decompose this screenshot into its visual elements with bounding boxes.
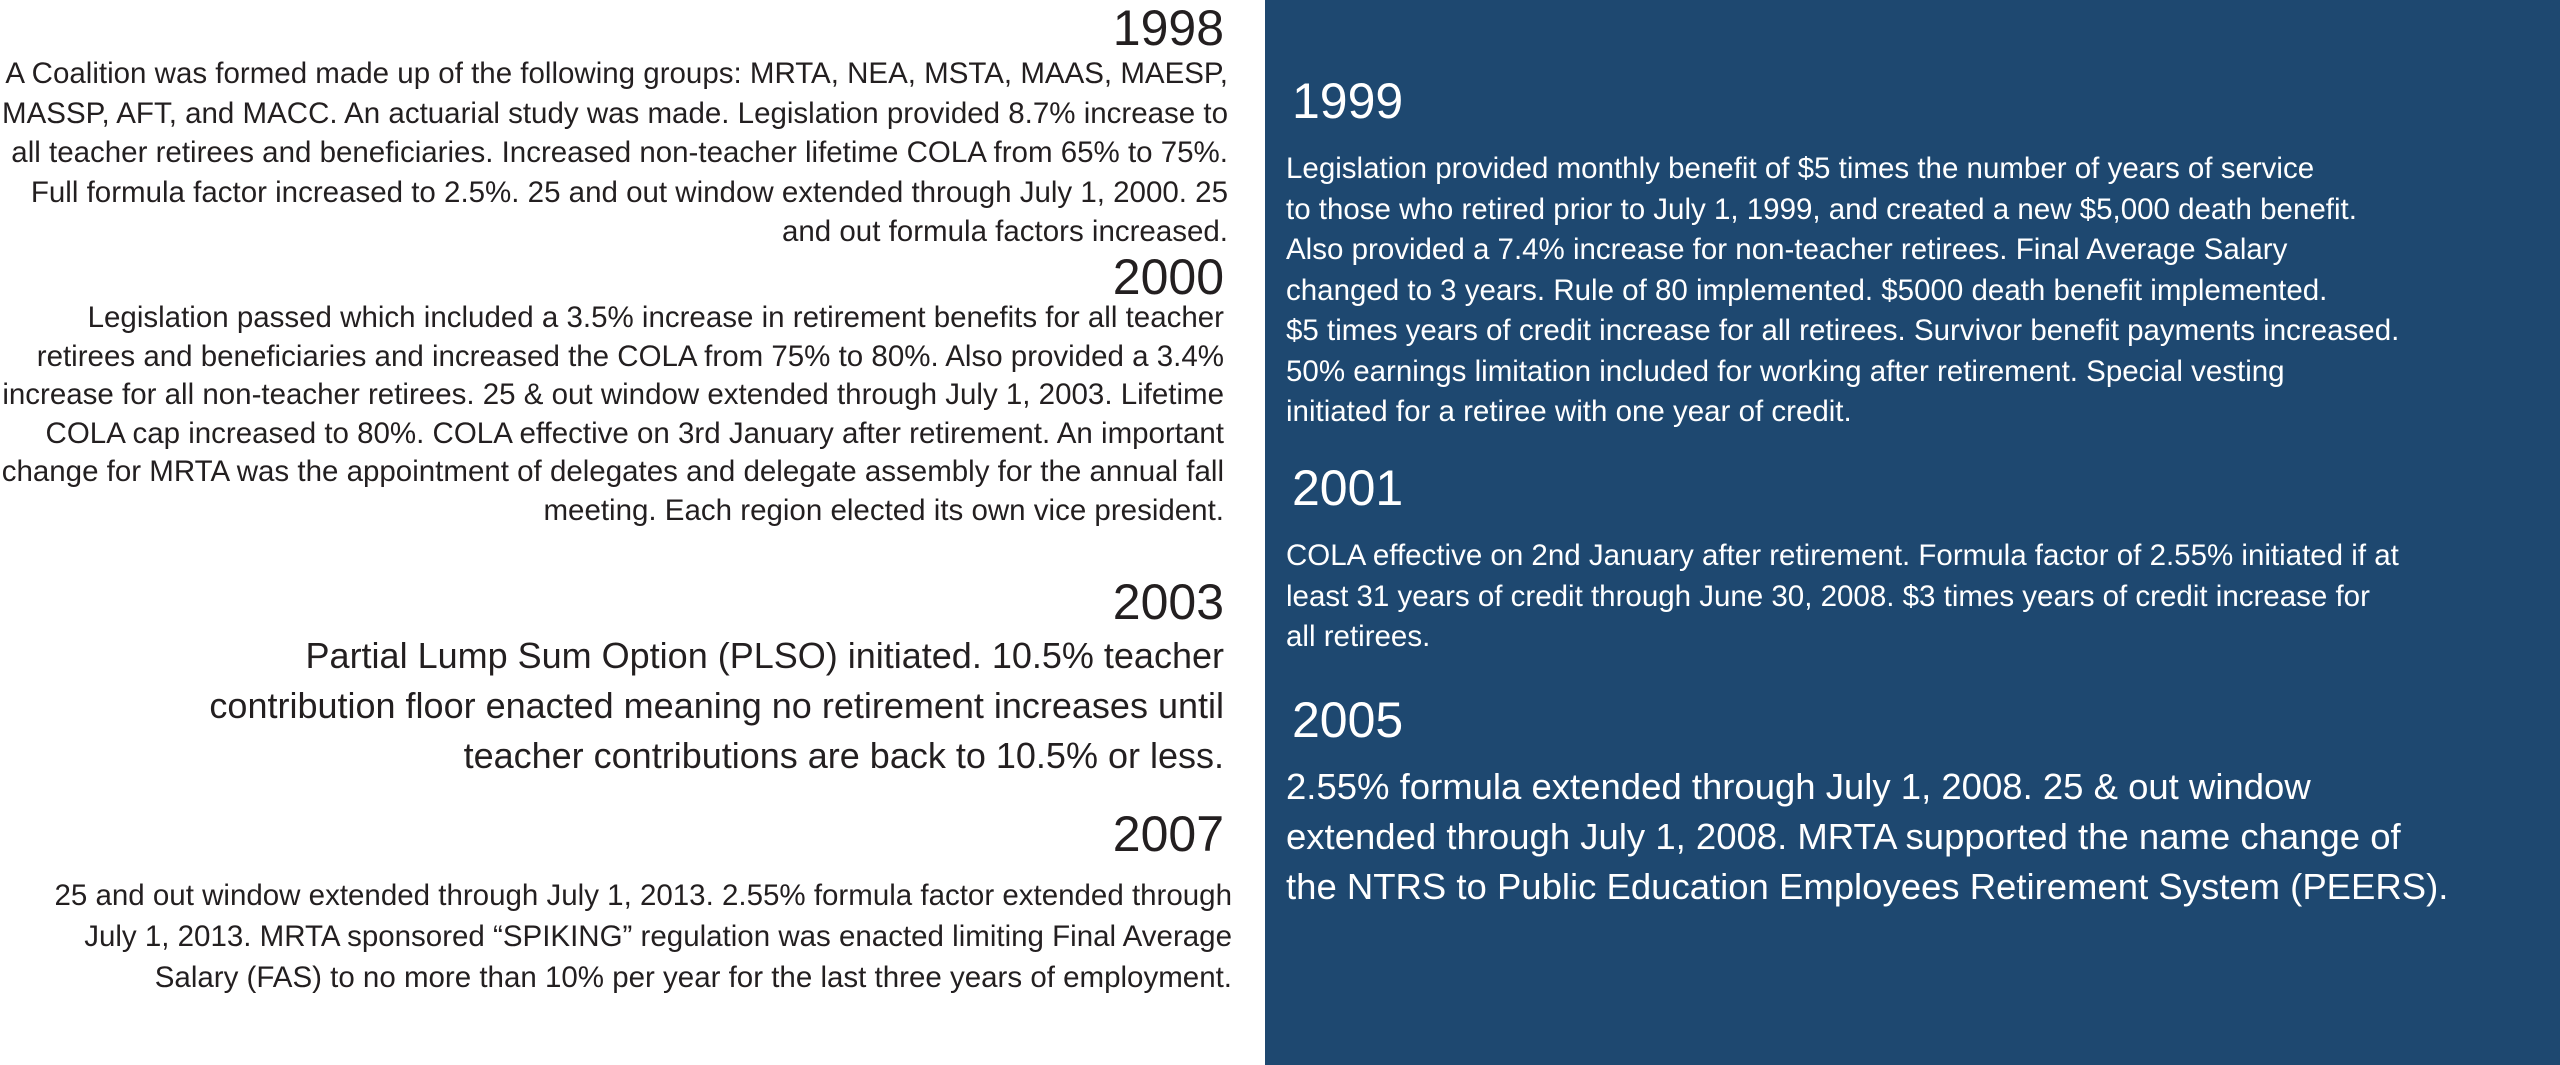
year-2003-text: Partial Lump Sum Option (PLSO) initiated. 10.5% teacher contribution floor enacted meaning no retirement increases until teacher contributions are back to 10.5% or less. — [209, 635, 1224, 776]
right-column — [1265, 0, 2560, 1065]
year-1999-line: 50% earnings limitation included for working after retirement. Special vesting — [1286, 354, 2285, 388]
year-2000-heading: 2000 — [1112, 249, 1224, 305]
year-1999-line: Legislation provided monthly benefit of $5 times the number of years of service — [1286, 152, 2315, 185]
year-1999-heading: 1999 — [1292, 73, 1404, 129]
year-2007-heading: 2007 — [1112, 806, 1224, 862]
year-1999-line: $5 times years of credit increase for all retirees. Survivor benefit payments increased. — [1286, 314, 2400, 347]
year-2007-text: 25 and out window extended through July 1, 2013. 2.55% formula factor extended through July 1, 2013. MRTA sponsored “SPIKING” regulation was enacted limiting Final Average Salary (FAS) to no more than 10% per year for the last three years of employment. — [54, 879, 1232, 994]
year-2005-heading: 2005 — [1292, 692, 1404, 748]
year-1998-text: A Coalition was formed made up of the following groups: MRTA, NEA, MSTA, MAAS, MAESP, MASSP, AFT, and MACC. An actuarial study was made. Legislation provided 8.7% increase to all teacher retirees and beneficiaries. Increased non-teacher lifetime COLA from 65% to 75%. Full formula factor increased to 2.5%. 25 and out window extended through July 1, 2000. 25 and out formula factors increased. — [2, 57, 1228, 248]
left-column — [0, 0, 1265, 1065]
year-2000-text: Legislation passed which included a 3.5% increase in retirement benefits for all teacher retirees and beneficiaries and increased the COLA from 75% to 80%. Also provided a 3.4% increase for all non-teacher retirees. 25 & out window extended through July 1, 2003. Lifetime COLA cap increased to 80%. COLA effective on 3rd January after retirement. An important change for MRTA was the appointment of delegates and delegate assembly for the annual fall meeting. Each region elected its own vice president. — [1, 301, 1224, 527]
year-1999-line: to those who retired prior to July 1, 1999, and created a new $5,000 death benefit. — [1286, 192, 2357, 226]
year-2001-text: COLA effective on 2nd January after retirement. Formula factor of 2.55% initiated if at least 31 years of credit through June 30, 2008. $3 times years of credit increase for all retirees. — [1286, 539, 2399, 653]
year-2001-heading: 2001 — [1292, 460, 1404, 516]
year-2003-heading: 2003 — [1112, 574, 1224, 630]
year-1999-line: changed to 3 years. Rule of 80 implemented. $5000 death benefit implemented. — [1286, 273, 2328, 307]
year-1998-heading: 1998 — [1112, 0, 1224, 56]
year-1999-line: initiated for a retiree with one year of credit. — [1286, 395, 1852, 428]
year-1999-line: Also provided a 7.4% increase for non-teacher retirees. Final Average Salary — [1286, 233, 2288, 266]
year-1999-text — [1286, 149, 2399, 433]
year-2005-text: 2.55% formula extended through July 1, 2008. 25 & out window extended through July 1, 2008. MRTA supported the name change of the NTRS to Public Education Employees Retirement System (PEERS). — [1286, 766, 2449, 907]
